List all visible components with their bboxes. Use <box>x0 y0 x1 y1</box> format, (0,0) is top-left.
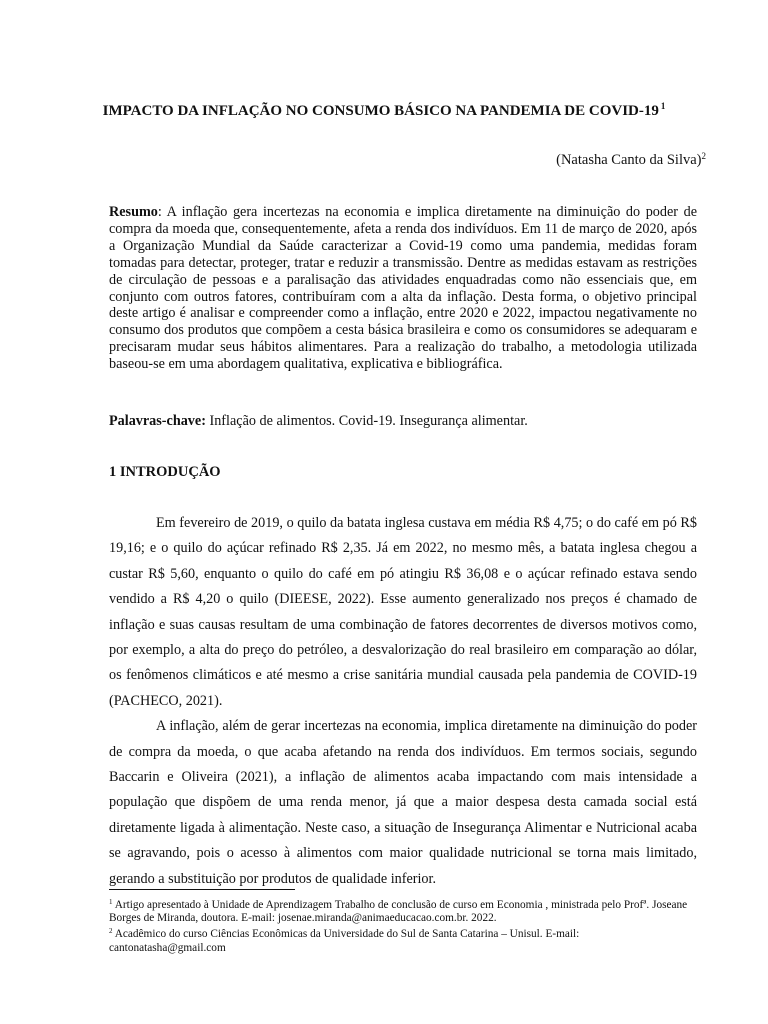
footnote <box>109 925 697 954</box>
title-text: IMPACTO DA INFLAÇÃO NO CONSUMO BÁSICO NA PANDEMIA DE COVID-19 <box>102 103 659 119</box>
author-footnote-mark: 2 <box>701 151 706 161</box>
abstract-text: : A inflação gera incertezas na economia e implica diretamente na diminuição do poder de compra da moeda que, consequentemente, afeta a renda dos indivíduos. Em 11 de março de 2020, após a Organização Mundial da Saúde caracterizar a Covid-19 como uma pandemia, medidas foram tomadas para detectar, proteger, tratar e reduzir a transmissão. Dentre as medidas estavam as restrições de circulação de pessoas e a paralisação das atividades enquadradas como não essenciais que, em conjunto com outros fatores, contribuíram com a alta da inflação. Desta forma, o objetivo principal deste artigo é analisar e compreender como a inflação, entre 2020 e 2022, impactou negativamente no consumo dos produtos que compõem a cesta básica brasileira e como os consumidores se adequaram e precisaram mudar seus hábitos alimentares. Para a realização do trabalho, a metodologia utilizada baseou-se em uma abordagem qualitativa, explicativa e bibliográfica. <box>109 204 697 373</box>
body-text <box>109 511 697 892</box>
footnote-mark: 1 <box>109 898 113 906</box>
author-line <box>556 151 706 169</box>
keywords <box>109 413 697 430</box>
footnote-mark: 2 <box>109 927 113 936</box>
keywords-label: Palavras-chave: <box>109 413 206 429</box>
author-name: (Natasha Canto da Silva) <box>556 152 702 168</box>
body-paragraph: Em fevereiro de 2019, o quilo da batata inglesa custava em média R$ 4,75; o do café em pó R$ 19,16; e o quilo do açúcar refinado R$ 2,35. Já em 2022, no mesmo mês, a batata inglesa chegou a custar R$ 5,60, enquanto o quilo do café em pó atingiu R$ 36,08 e o açúcar refinado estava sendo vendido a R$ 4,20 o quilo (DIEESE, 2022). Esse aumento generalizado nos preços é chamado de inflação e suas causas resultam de uma combinação de fatores decorrentes de diversos motivos como, por exemplo, a alta do preço do petróleo, a desvalorização do real brasileiro em comparação ao dólar, os fenômenos climáticos e até mesmo a crise sanitária mundial causada pela pandemia de COVID-19 (PACHECO, 2021). <box>109 515 697 709</box>
abstract-label: Resumo <box>109 204 158 220</box>
section-heading: 1 INTRODUÇÃO <box>109 464 221 480</box>
body-paragraph: A inflação, além de gerar incertezas na economia, implica diretamente na diminuição do poder de compra da moeda, o que acaba afetando na renda dos indivíduos. Em termos sociais, segundo Baccarin e Oliveira (2021), a inflação de alimentos acaba impactando com mais intensidade a população que dispõem de uma renda menor, já que a maior despesa desta camada social está diretamente ligada à alimentação. Neste caso, a situação de Insegurança Alimentar e Nutricional acaba se agravando, pois o acesso à alimentos com maior qualidade nutricional se torna mais limitado, gerando a substituição por produtos de qualidade inferior. <box>109 718 697 887</box>
footnote-divider <box>109 889 295 890</box>
document-title <box>0 101 768 120</box>
footnote-text: Artigo apresentado à Unidade de Aprendizagem Trabalho de conclusão de curso em Economia , ministrada pelo Profª. Joseane Borges de Miranda, doutora. E-mail: josenae.miranda@animaeducacao.com.br. 2022. <box>109 899 688 925</box>
title-footnote-mark: 1 <box>660 101 666 111</box>
footnote <box>109 896 697 925</box>
footnote-text: Acadêmico do curso Ciências Econômicas da Universidade do Sul de Santa Catarina – Unisul. E-mail: cantonatasha@gmail.com <box>109 928 580 954</box>
keywords-text: Inflação de alimentos. Covid-19. Insegurança alimentar. <box>205 413 528 429</box>
abstract <box>109 204 697 373</box>
footnotes <box>109 896 697 955</box>
